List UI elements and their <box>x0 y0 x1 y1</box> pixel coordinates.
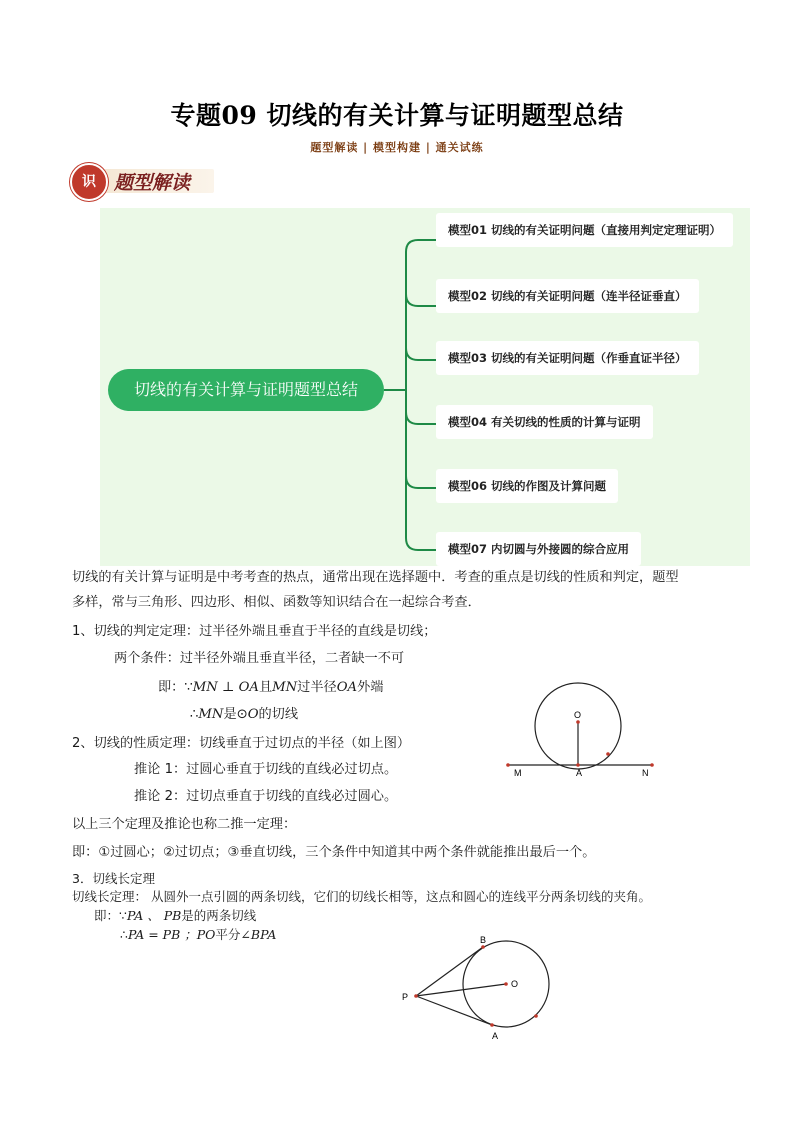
outer-end-text: 外端 <box>357 680 384 695</box>
mindmap <box>100 208 750 566</box>
figure2-label-a: A <box>492 1031 499 1041</box>
banner-badge-icon: 识 <box>70 163 108 201</box>
section-1-formula-line-2 <box>190 704 298 726</box>
summary-line-1: 以上三个定理及推论也称二推一定理： <box>72 817 297 832</box>
section-3-formula-line-2 <box>120 924 276 946</box>
section-2-corollary-1: 推论 1：过圆心垂直于切线的直线必过切点。 <box>134 762 398 777</box>
figure1-label-n: N <box>642 768 649 778</box>
figure2-point-a <box>490 1023 494 1027</box>
mindmap-center-node: 切线的有关计算与证明题型总结 <box>108 369 384 411</box>
section-2-corollary-2: 推论 2：过切点垂直于切线的直线必过圆心。 <box>134 789 398 804</box>
formula-oa: OA <box>336 680 358 695</box>
connector-model-06 <box>406 476 436 488</box>
figure2-point-p <box>414 994 418 998</box>
intro-line-1: 切线的有关计算与证明是中考考查的热点，通常出现在选择题中．考查的重点是切线的性质和判定，题型 <box>72 570 679 585</box>
through-radius-text: 过半径 <box>297 680 337 695</box>
because-text: 即：∵ <box>158 680 193 695</box>
figure2-label-o: O <box>511 979 519 989</box>
section-1-title: 1、切线的判定定理：过半径外端且垂直于半径的直线是切线； <box>72 624 437 639</box>
figure1-point-a <box>576 763 580 767</box>
connector-model-04 <box>406 412 436 424</box>
section-2-title: 2、切线的性质定理：切线垂直于过切点的半径（如上图） <box>72 736 411 751</box>
figure-tangent-length <box>394 930 564 1045</box>
page-subtitle: 题型解读 | 模型构建 | 通关试练 <box>310 141 484 154</box>
page-title: 专题09 切线的有关计算与证明题型总结 <box>170 101 624 130</box>
banner-label: 题型解读 <box>114 172 191 194</box>
therefore-symbol: ∴ <box>190 707 199 722</box>
figure-tangent-line <box>500 672 670 784</box>
formula-mn-2: MN <box>198 707 224 722</box>
formula-angle-bpa: ∠BPA <box>240 927 277 942</box>
model-01-box: 模型01 切线的有关证明问题（直接用判定定理证明） <box>436 213 733 247</box>
is-circle-text: 是⊙ <box>223 707 248 722</box>
model-03-box: 模型03 切线的有关证明问题（作垂直证半径） <box>436 341 699 375</box>
because-text-2: 即：∵ <box>94 908 127 923</box>
tangent-text: 的切线 <box>258 707 299 722</box>
section-1-formula-line-1 <box>158 677 383 699</box>
and-text: 且 <box>258 680 273 695</box>
model-07-box: 模型07 内切圆与外接圆的综合应用 <box>436 532 641 566</box>
figure2-label-b: B <box>480 935 487 945</box>
model-06-box: 模型06 切线的作图及计算问题 <box>436 469 618 503</box>
formula-pa-pb: PA 、 PB <box>126 908 182 923</box>
section-3-theorem: 切线长定理： 从圆外一点引圆的两条切线，它们的切线长相等，这点和圆心的连线平分两条切线的夹角。 <box>72 889 651 904</box>
figure2-point-arc <box>534 1014 538 1018</box>
intro-line-2: 多样，常与三角形、四边形、相似、函数等知识结合在一起综合考查． <box>72 595 481 610</box>
connector-model-03 <box>406 348 436 360</box>
model-04-box: 模型04 有关切线的性质的计算与证明 <box>436 405 653 439</box>
section-3-title: 3．切线长定理 <box>72 871 155 886</box>
therefore-symbol-2: ∴ <box>120 927 128 942</box>
figure1-label-m: M <box>514 768 522 778</box>
two-tangents-text: 是的两条切线 <box>181 908 257 923</box>
connector-spine <box>406 240 418 550</box>
figure1-point-n <box>650 763 654 767</box>
formula-mn-perp-oa: MN ⊥ OA <box>192 680 259 695</box>
figure2-tangent-pa <box>416 996 492 1025</box>
formula-pa-eq-pb: PA = PB ；PO <box>127 927 216 942</box>
summary-line-2: 即：①过圆心；②过切点；③垂直切线，三个条件中知道其中两个条件就能推出最后一个。 <box>72 845 596 860</box>
formula-o: O <box>247 707 259 722</box>
section-banner <box>70 163 218 199</box>
figure2-label-p: P <box>402 992 409 1002</box>
section-1-conditions: 两个条件：过半径外端且垂直半径，二者缺一不可 <box>114 651 405 666</box>
connector-model-02 <box>406 294 436 306</box>
model-02-box: 模型02 切线的有关证明问题（连半径证垂直） <box>436 279 699 313</box>
figure2-point-o <box>504 982 508 986</box>
bisects-text: 平分 <box>215 927 241 942</box>
figure1-label-o: O <box>574 710 582 720</box>
formula-mn: MN <box>272 680 298 695</box>
figure1-point-o <box>576 720 580 724</box>
figure1-point-arc <box>606 752 610 756</box>
figure1-point-m <box>506 763 510 767</box>
figure1-label-a: A <box>576 768 583 778</box>
figure2-point-b <box>481 945 485 949</box>
